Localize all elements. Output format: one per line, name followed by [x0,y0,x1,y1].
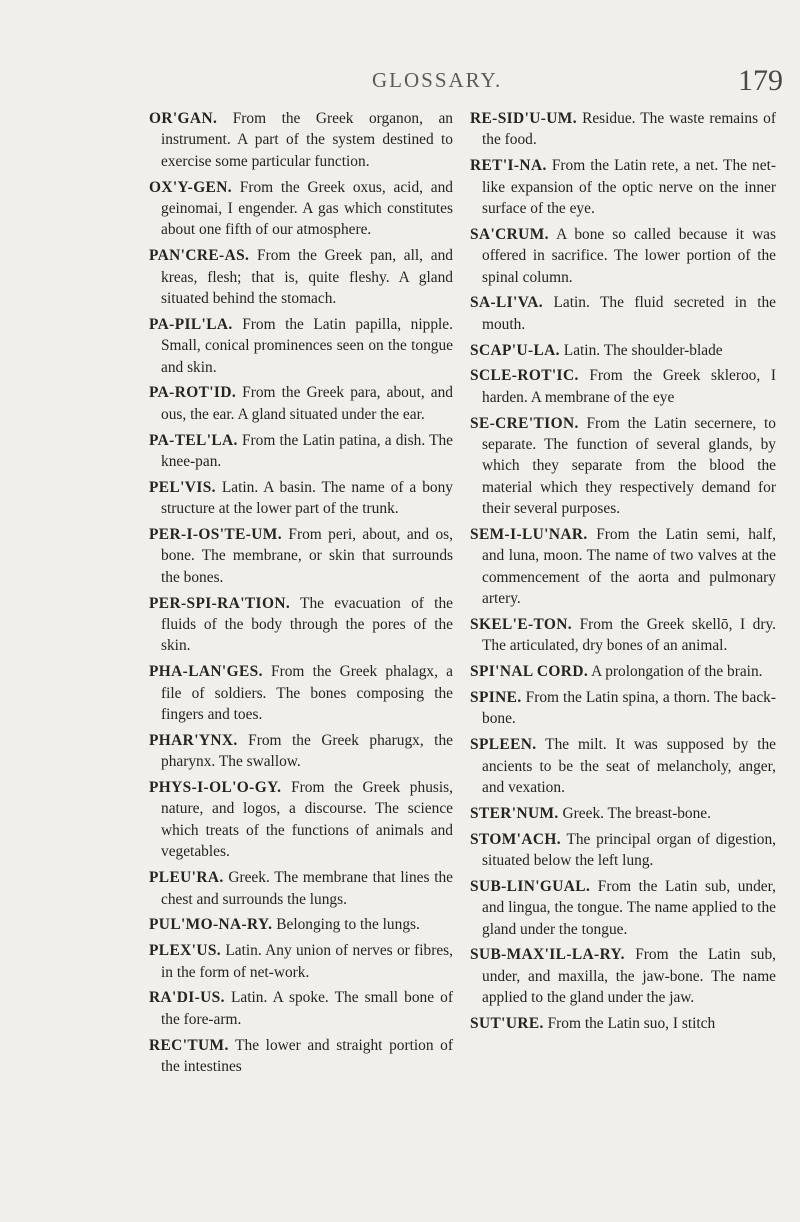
entry-definition: From the Latin patina, a dish. The knee-pan. [161,431,454,471]
entry-headword: SCAP'U-LA. [470,341,560,359]
entry-headword: PA-ROT'ID. [149,384,237,402]
glossary-entry [149,940,453,983]
glossary-entry [149,477,453,520]
entry-headword: PAN'CRE-AS. [149,247,250,265]
entry-definition: The lower and straight portion of the intestines [161,1036,453,1075]
entry-headword: REC'TUM. [149,1036,229,1054]
entry-definition: Latin. The fluid secreted in the mouth. [482,294,777,333]
entry-headword: OR'GAN. [149,110,218,127]
entry-definition: Belonging to the lungs. [276,916,420,934]
entry-definition: From the Greek organon, an instrument. A part of the system destined to exercise some particular function. [161,110,453,170]
glossary-entry [470,1013,776,1034]
entry-headword: PER-I-OS'TE-UM. [149,526,282,544]
entry-headword: SE-CRE'TION. [470,414,579,432]
entry-headword: PUL'MO-NA-RY. [149,916,273,934]
entry-headword: PA-TEL'LA. [149,431,238,449]
entry-definition: Latin. A basin. The name of a bony structure at the lower part of the trunk. [161,478,453,518]
entry-definition: From peri, about, and os, bone. The membrane, or skin that surrounds the bones. [161,526,453,586]
entry-headword: SA'CRUM. [470,225,549,243]
page-number: 179 [738,64,783,97]
glossary-entry [470,803,776,824]
entry-headword: SUB-MAX'IL-LA-RY. [470,946,625,964]
glossary-entry [470,687,776,730]
entry-headword: SA-LI'VA. [470,294,544,312]
entry-headword: PHAR'YNX. [149,731,238,749]
glossary-entry [149,108,453,172]
entry-definition: From the Latin rete, a net. The net-like expansion of the optic nerve on the inner surface of the eye. [482,157,776,218]
glossary-entry [470,524,776,610]
running-head: GLOSSARY. [372,68,503,92]
entry-definition: Greek. The breast-bone. [562,804,711,822]
glossary-entry [470,108,776,151]
entry-definition: The milt. It was supposed by the ancients to be the seat of melancholy, anger, and vexation. [482,736,776,797]
entry-headword: SUB-LIN'GUAL. [470,877,591,895]
entry-headword: SPI'NAL CORD. [470,663,589,681]
entry-headword: PER-SPI-RA'TION. [149,594,291,612]
entry-definition: The evacuation of the fluids of the body through the pores of the skin. [161,594,453,655]
entry-definition: From the Greek pan, all, and kreas, flesh; that is, quite fleshy. A gland situated behind the stomach. [161,247,453,308]
entry-headword: RA'DI-US. [149,989,225,1007]
glossary-entry [149,382,453,425]
glossary-entry [149,430,453,473]
entry-definition: From the Greek phalagx, a file of soldiers. The bones composing the fingers and toes. [161,663,453,724]
entry-headword: PHA-LAN'GES. [149,663,263,681]
entry-definition: Greek. The membrane that lines the chest and surrounds the lungs. [161,869,453,908]
glossary-entry [470,614,776,657]
entry-definition: From the Greek para, about, and ous, the ear. A gland situated under the ear. [161,384,453,423]
glossary-entry [470,292,776,335]
glossary-entry [149,867,453,910]
entry-headword: STOM'ACH. [470,830,561,848]
glossary-entry [149,987,453,1030]
entry-definition: From the Latin secernere, to separate. The function of several glands, by which they separate from the blood the material which they respectively demand for their several purposes. [482,414,776,518]
entry-definition: From the Greek phusis, nature, and logos, a discourse. The science which treats of the functions of animals and vegetables. [161,779,453,861]
glossary-entry [149,1035,453,1078]
glossary-entry [470,340,776,361]
entry-definition: From the Greek pharugx, the pharynx. The swallow. [161,731,453,771]
entry-headword: RET'I-NA. [470,157,547,175]
glossary-entry [149,661,453,725]
entry-definition: From the Latin papilla, nipple. Small, conical prominences seen on the tongue and skin. [161,315,453,376]
entry-definition: From the Greek skellō, I dry. The articulated, dry bones of an animal. [482,616,776,655]
entry-headword: OX'Y-GEN. [149,178,232,196]
entry-definition: From the Latin sub, under, and maxilla, the jaw-bone. The name applied to the gland under the jaw. [482,946,776,1007]
entry-headword: PEL'VIS. [149,478,216,496]
glossary-entry [470,365,776,408]
entry-definition: The principal organ of digestion, situated below the left lung. [482,830,776,870]
entry-definition: From the Greek oxus, acid, and geinomai, I engender. A gas which constitutes about one fifth of our atmosphere. [161,178,453,239]
entry-headword: PLEU'RA. [149,869,224,887]
glossary-entry [149,777,453,863]
entry-definition: Latin. Any union of nerves or fibres, in the form of net-work. [161,942,453,981]
entry-definition: Residue. The waste remains of the food. [482,110,776,149]
entry-headword: SKEL'E-TON. [470,616,573,634]
entry-headword: SEM-I-LU'NAR. [470,526,588,544]
glossary-entry [470,876,776,940]
glossary-entry [149,914,453,935]
glossary-entry [149,524,453,588]
entry-headword: PHYS-I-OL'O-GY. [149,779,282,797]
entry-definition: From the Latin semi, half, and luna, moon. The name of two valves at the commencement of the aorta and pulmonary artery. [482,526,776,608]
entry-headword: SPINE. [470,689,522,707]
entry-definition: Latin. The shoulder-blade [563,341,723,359]
glossary-entry [470,734,776,798]
glossary-entry [470,413,776,520]
glossary-entry [149,730,453,773]
glossary-entry [470,944,776,1008]
glossary-entry [149,177,453,241]
right-column [470,108,776,1039]
entry-definition: A bone so called because it was offered in sacrifice. The lower portion of the spinal column. [482,225,777,286]
entry-headword: SUT'URE. [470,1015,544,1033]
entry-headword: SPLEEN. [470,736,537,754]
entry-headword: SCLE-ROT'IC. [470,367,579,385]
page-header [0,64,800,100]
entry-headword: PA-PIL'LA. [149,315,233,333]
left-column [149,108,453,1082]
glossary-entry [149,245,453,309]
glossary-entry [149,314,453,378]
entry-definition: From the Greek skleroo, I harden. A membrane of the eye [482,367,776,406]
entry-definition: From the Latin sub, under, and lingua, the tongue. The name applied to the gland under the tongue. [482,877,776,938]
entry-definition: From the Latin spina, a thorn. The back-bone. [482,689,776,728]
glossary-entry [470,155,776,219]
entry-headword: STER'NUM. [470,804,559,822]
entry-definition: From the Latin suo, I stitch [547,1015,716,1033]
glossary-entry [470,829,776,872]
entry-definition: Latin. A spoke. The small bone of the fore-arm. [161,989,453,1028]
entry-definition: A prolongation of the brain. [591,663,763,681]
glossary-entry [470,224,776,288]
entry-headword: RE-SID'U-UM. [470,110,577,127]
glossary-entry [149,593,453,657]
entry-headword: PLEX'US. [149,942,222,960]
glossary-entry [470,661,776,682]
